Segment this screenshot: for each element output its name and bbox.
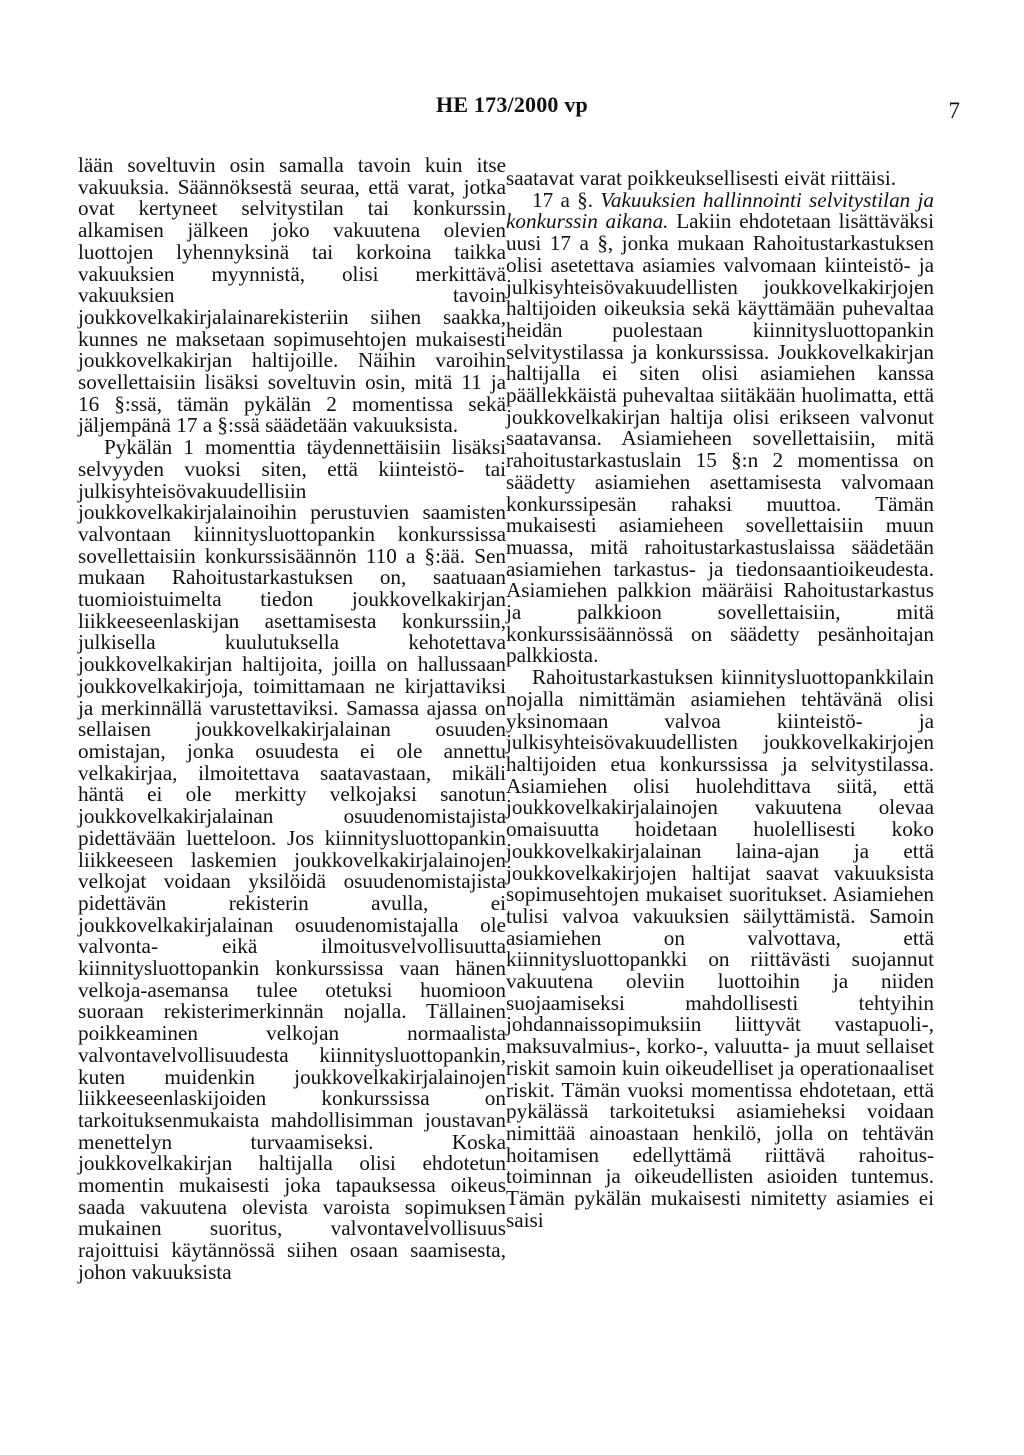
right-text-column [506, 168, 934, 1231]
section-number: 17 a §. [532, 187, 594, 212]
page-number: 7 [948, 98, 960, 123]
section-heading: Vakuuksien hallinnointi selvitystilan ja konkurssin aikana. [506, 187, 935, 234]
right-paragraph-1: saatavat varat poikkeuksellisesti eivät riittäisi. [506, 166, 897, 190]
section-17a-paragraph [506, 187, 935, 668]
document-header-title: HE 173/2000 vp [436, 92, 588, 117]
left-paragraph-1: lään soveltuvin osin samalla tavoin kuin itse vakuuksia. Säännöksestä seuraa, että varat, jotka ovat kertyneet selvitystilan tai konkurssin alkamisen jälkeen joko vakuutena olevien luottojen lyhennyksinä tai korkoina taikka vakuuksien myynnistä, olisi merkittävä vakuuksien tavoin joukkovelkakirjalainarekisteriin siihen saakka, kunnes ne maksetaan sopimusehtojen mukaisesti joukkovelkakirjan haltijoille. Näihin varoihin sovellettaisiin lisäksi soveltuvin osin, mitä 11 ja 16 §:ssä, tämän pykälän 2 momentissa sekä jäljempänä 17 a §:ssä säädetään vakuuksista. [78, 153, 506, 438]
section-body: Lakiin ehdotetaan lisättäväksi uusi 17 a §, jonka mukaan Rahoitustarkastuksen olisi asetettava asiamies valvomaan kiinteistö- ja julkisyhteisövakuudellisten joukkovelkakirjojen haltijoiden oikeuksia sekä käyttämään puhevaltaa heidän puolestaan kiinnitysluottopankin selvitystilassa ja konkurssissa. Joukkovelkakirjan haltijalla ei siten olisi asiamiehen kanssa päällekkäistä puhevaltaa siitäkään huolimatta, että joukkovelkakirjan haltija olisi erikseen valvonut saatavansa. Asiamieheen sovellettaisiin, mitä rahoitustarkastuslain 15 §:n 2 momentissa on säädetty asiamiehen asettamisesta valvomaan konkurssipesän rahaksi muuttoa. Tämän mukaisesti asiamieheen sovellettaisiin muun muassa, mitä rahoitustarkastuslaissa säädetään asiamiehen tarkastus- ja tiedonsaantioikeudesta. Asiamiehen palkkion määräisi Rahoitustarkastus ja palkkioon sovellettaisiin, mitä konkurssisäännössä on säädetty pesänhoitajan palkkiosta. [506, 209, 934, 668]
left-text-column [78, 155, 506, 1284]
left-paragraph-2: Pykälän 1 momenttia täydennettäisiin lisäksi selvyyden vuoksi siten, että kiinteistö- tai julkisyhteisövakuudellisiin joukkovelkakirjalainoihin perustuvien saamisten valvontaan kiinnitysluottopankin konkurssissa sovellettaisiin konkurssisäännön 110 a §:ää. Sen mukaan Rahoitustarkastuksen on, saatuaan tuomioistuimelta tiedon joukkovelkakirjan liikkeeseenlaskijan asettamisesta konkurssiin, julkisella kuulutuksella kehotettava joukkovelkakirjan haltijoita, joilla on hallussaan joukkovelkakirjoja, toimittamaan ne kirjattaviksi ja merkinnällä varustettaviksi. Samassa ajassa on sellaisen joukkovelkakirjalainan osuuden omistajan, jonka osuudesta ei ole annettu velkakirjaa, ilmoitettava saatavastaan, mikäli häntä ei ole merkitty velkojaksi sanotun joukkovelkakirjalainan osuudenomistajista pidettävään luetteloon. Jos kiinnitysluottopankin liikkeeseen laskemien joukkovelkakirjalainojen velkojat voidaan yksilöidä osuudenomistajista pidettävän rekisterin avulla, ei joukkovelkakirjalainan osuudenomistajalla ole valvonta- eikä ilmoitusvelvollisuutta kiinnitysluottopankin konkurssissa vaan hänen velkoja-asemansa tulee otetuksi huomioon suoraan rekisterimerkinnän nojalla. Tällainen poikkeaminen velkojan normaalista valvontavelvollisuudesta kiinnitysluottopankin, kuten muidenkin joukkovelkakirjalainojen liikkeeseenlaskijoiden konkurssissa on tarkoituksenmukaista mahdollisimman joustavan menettelyn turvaamiseksi. Koska joukkovelkakirjan haltijalla olisi ehdotetun momentin mukaisesti joka tapauksessa oikeus saada vakuutena olevista varoista sopimuksen mukainen suoritus, valvontavelvollisuus rajoittuisi käytännössä siihen osaan saamisesta, johon vakuuksista [78, 435, 506, 1284]
right-paragraph-3: Rahoitustarkastuksen kiinnitysluottopankkilain nojalla nimittämän asiamiehen tehtävänä olisi yksinomaan valvoa kiinteistö- ja julkisyhteisövakuudellisten joukkovelkakirjojen haltijoiden etua konkurssissa ja selvitystilassa. Asiamiehen olisi huolehdittava siitä, että joukkovelkakirjalainojen vakuutena olevaa omaisuutta hoidetaan huolellisesti koko joukkovelkakirjalainan laina-ajan ja että joukkovelkakirjojen haltijat saavat vakuuksista sopimusehtojen mukaiset suoritukset. Asiamiehen tulisi valvoa vakuuksien säilyttämistä. Samoin asiamiehen on valvottava, että kiinnitysluottopankki on riittävästi suojannut vakuutena oleviin luottoihin ja niiden suojaamiseksi mahdollisesti tehtyihin johdannaissopimuksiin liittyvät vastapuoli-, maksuvalmius-, korko-, valuutta- ja muut sellaiset riskit samoin kuin oikeudelliset ja operationaaliset riskit. Tämän vuoksi momentissa ehdotetaan, että pykälässä tarkoitetuksi asiamieheksi voidaan nimittää ainoastaan henkilö, jolla on tehtävän hoitamisen edellyttämä riittävä rahoitus-toiminnan ja oikeudellisten asioiden tuntemus. Tämän pykälän mukaisesti nimitetty asiamies ei saisi [506, 665, 934, 1232]
